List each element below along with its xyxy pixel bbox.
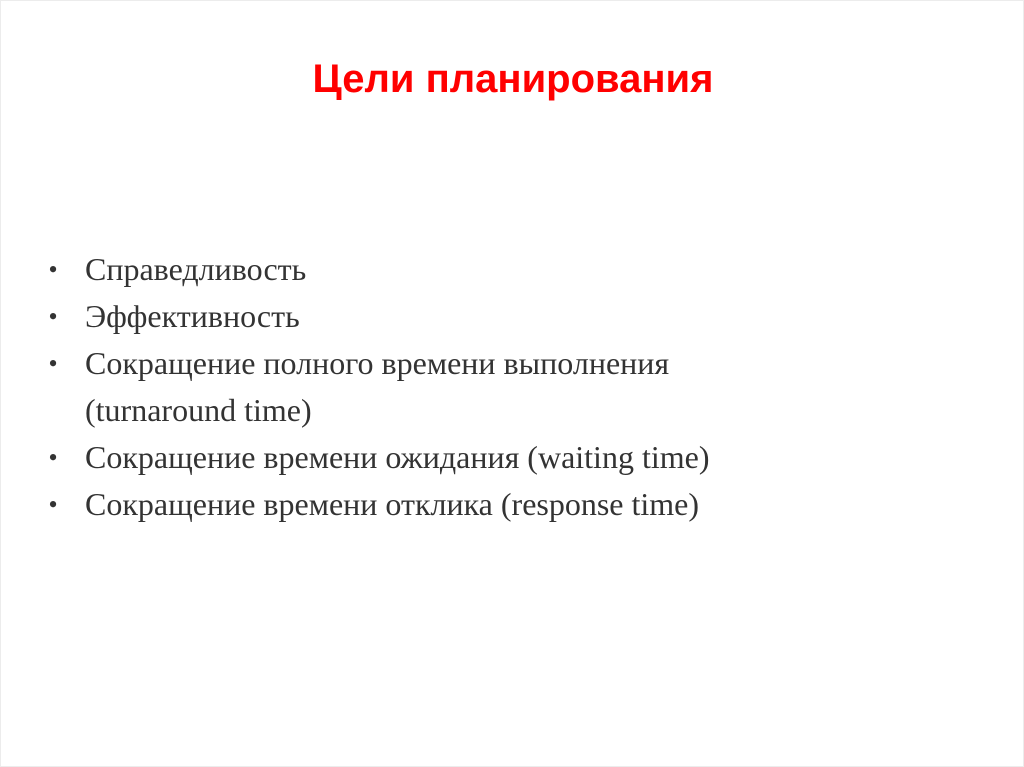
bullet-item-turnaround xyxy=(43,340,943,434)
bullet-icon: • xyxy=(48,443,58,472)
bullet-icon: • xyxy=(48,255,58,284)
bullet-text: Справедливость xyxy=(85,251,307,287)
bullet-text: Сокращение времени ожидания (waiting time) xyxy=(85,439,710,475)
slide-title: Цели планирования xyxy=(312,57,714,101)
bullet-item-justice xyxy=(43,246,943,293)
bullet-list xyxy=(43,246,943,528)
bullet-icon: • xyxy=(48,490,58,519)
bullet-icon: • xyxy=(48,349,58,378)
bullet-item-response xyxy=(43,481,943,528)
bullet-text: Эффективность xyxy=(85,298,300,334)
bullet-icon: • xyxy=(48,302,58,331)
bullet-text: Сокращение полного времени выполнения xyxy=(85,345,670,381)
bullet-item-efficiency xyxy=(43,293,943,340)
bullet-text-continuation: (turnaround time) xyxy=(85,392,312,428)
bullet-item-waiting xyxy=(43,434,943,481)
bullet-text: Сокращение времени отклика (response time) xyxy=(85,486,700,522)
